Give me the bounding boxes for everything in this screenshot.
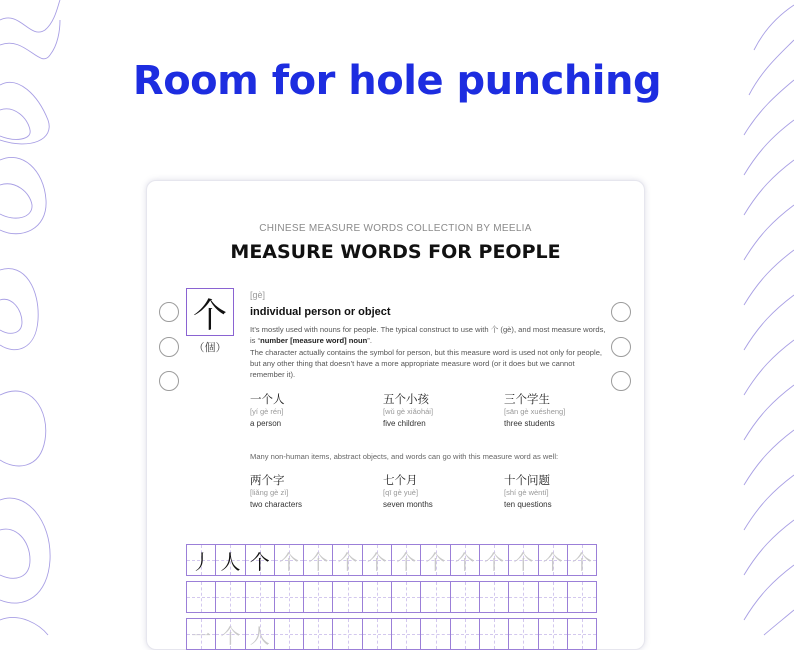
example-chinese: 十个问题 [504,473,550,487]
example-chinese: 五个小孩 [383,392,429,406]
grid-cell [274,581,304,613]
practice-row-partial [186,618,596,650]
example-english: ten questions [504,500,552,509]
example-item [250,473,302,510]
grid-cell: 个 [332,544,362,576]
example-item [383,473,433,510]
punch-hole-left-3 [159,371,179,391]
punch-hole-right-1 [611,302,631,322]
grid-cell [538,581,568,613]
traditional-character: （個） [193,341,227,354]
description [250,324,608,380]
example-pinyin: [shí gè wèntí] [504,488,549,497]
punch-hole-right-3 [611,371,631,391]
grid-cell [245,581,275,613]
grid-cell: 个 [567,544,597,576]
pinyin: [gè] [250,290,266,300]
example-pinyin: [sān gè xuésheng] [504,407,566,416]
grid-cell: 个 [420,544,450,576]
grid-cell [479,581,509,613]
grid-cell: 个 [245,544,275,576]
grid-cell [215,581,245,613]
grid-cell: 个 [450,544,480,576]
grid-cell [391,581,421,613]
example-chinese: 一个人 [250,392,285,406]
grid-cell: 人 [245,618,275,650]
grid-cell: 个 [391,544,421,576]
grid-cell: 个 [274,544,304,576]
grid-cell: 个 [215,618,245,650]
grid-cell [362,618,392,650]
example-item [504,473,552,510]
example-english: two characters [250,500,303,509]
practice-row-empty [186,581,596,613]
grid-cell: 人 [215,544,245,576]
punch-hole-right-2 [611,337,631,357]
example-english: five children [383,419,426,428]
grid-cell [567,581,597,613]
construct-formula: number [measure word] noun [260,336,368,346]
grid-cell [186,581,216,613]
example-english: seven months [383,500,433,509]
grid-cell [303,618,333,650]
stroke-order-row [186,544,596,576]
collection-label: CHINESE MEASURE WORDS COLLECTION BY MEELIA [259,223,532,234]
grid-cell: 一 [186,618,216,650]
grid-cell [508,581,538,613]
grid-cell [450,618,480,650]
grid-cell [332,581,362,613]
example-item [504,392,565,429]
example-pinyin: [qī gè yuè] [383,488,419,497]
grid-cell [508,618,538,650]
example-item [250,392,285,429]
grid-cell [274,618,304,650]
grid-cell [362,581,392,613]
example-chinese: 七个月 [383,473,418,487]
example-pinyin: [yí gè rén] [250,407,284,416]
grid-cell [303,581,333,613]
grid-cell: 个 [362,544,392,576]
grid-cell [450,581,480,613]
example-pinyin: [wǔ gè xiǎohái] [383,407,434,416]
grid-cell: 丿 [186,544,216,576]
grid-cell [420,581,450,613]
grid-cell: 个 [479,544,509,576]
punch-hole-left-1 [159,302,179,322]
description-part-1: It’s mostly used with nouns for people. The typical construct to use with 个 (gè), and most measure words, is “ [250,325,606,346]
grid-cell [538,618,568,650]
grid-cell: 个 [303,544,333,576]
example-chinese: 两个字 [250,473,285,487]
punch-hole-left-2 [159,337,179,357]
grid-cell: 个 [538,544,568,576]
example-english: three students [504,419,555,428]
example-item [383,392,433,429]
description-part-1-end: ”. [367,336,372,346]
grid-cell [479,618,509,650]
grid-cell [332,618,362,650]
headline: Room for hole punching [132,58,662,104]
example-english: a person [250,419,282,428]
example-chinese: 三个学生 [504,392,550,406]
meaning: individual person or object [250,306,391,318]
page-title: MEASURE WORDS FOR PEOPLE [230,241,561,263]
grid-cell: 个 [508,544,538,576]
description-part-2: The character actually contains the symbol for person, but this measure word is used not only for people, but any other thing that doesn’t have a more appropriate measure word (or it does but we cannot remember it). [250,347,603,380]
example-pinyin: [liǎng gè zì] [250,488,289,497]
grid-cell [567,618,597,650]
grid-cell [391,618,421,650]
measure-word-character: 个 [186,288,234,336]
usage-note: Many non-human items, abstract objects, and words can go with this measure word as well: [250,452,559,461]
grid-cell [420,618,450,650]
worksheet-preview [146,180,645,650]
